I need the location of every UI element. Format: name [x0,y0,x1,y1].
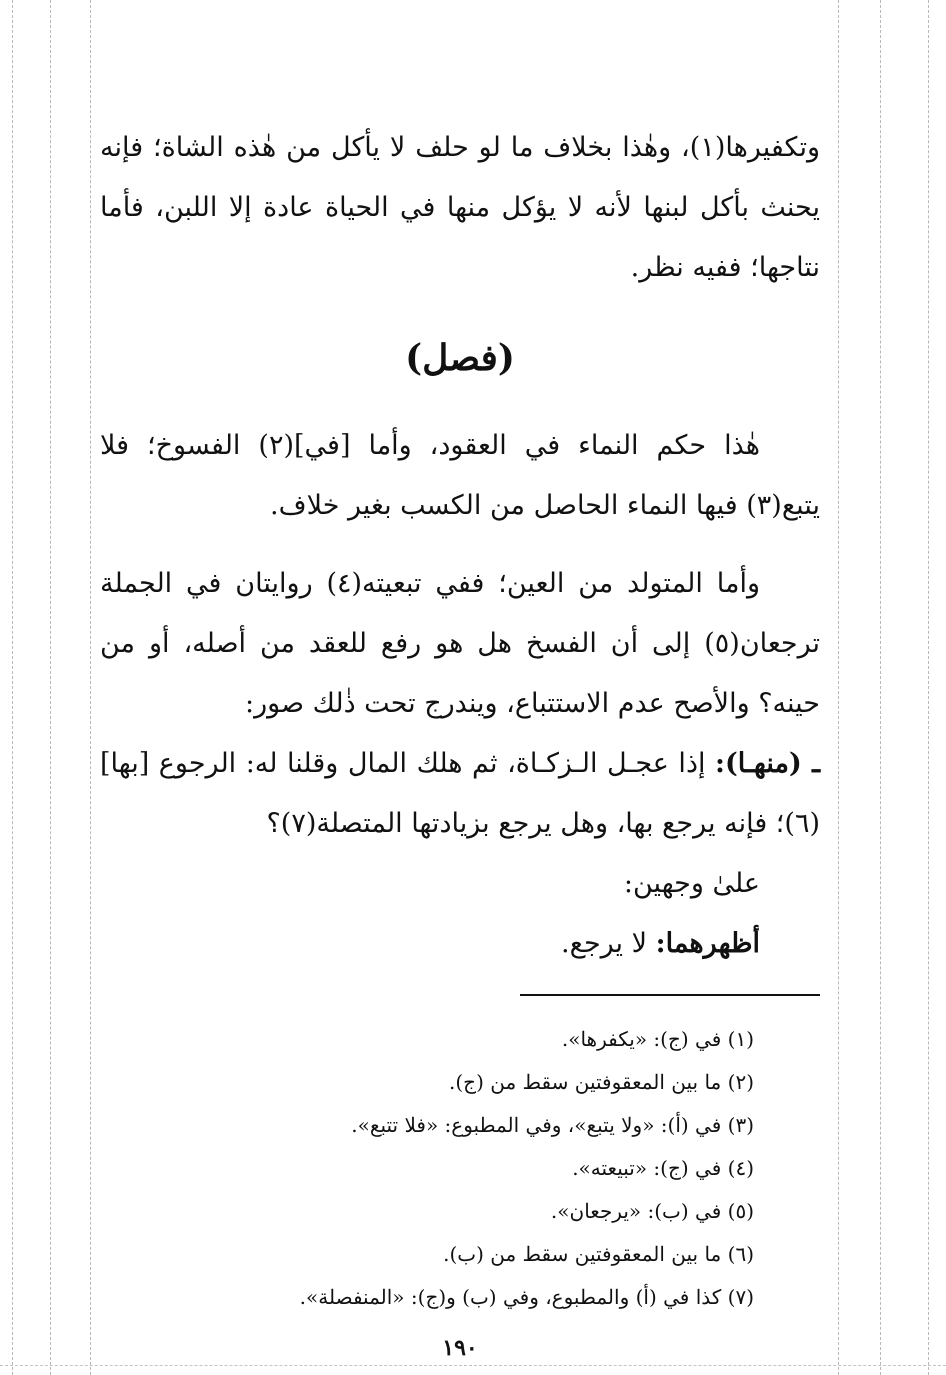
two-faces-line: علىٰ وجهين: [623,868,760,899]
scan-guide-line [838,0,839,1375]
scan-guide-line [12,0,13,1375]
scan-guide-line [0,1365,946,1366]
paragraph-2: هٰذا حكم النماء في العقود، وأما [في](٢) الفسوخ؛ فلا يتبع(٣) فيها النماء الحاصل من الكسب بغير خلاف. [100,430,820,521]
clearer-opinion-line [100,914,820,974]
footnote-3: (٣) في (أ): «ولا يتبع»، وفي المطبوع: «فلا تتبع». [351,1113,754,1137]
paragraph-1: وتكفيرها(١)، وهٰذا بخلاف ما لو حلف لا يأكل من هٰذه الشاة؛ فإنه يحنث بأكل لبنها لأنه لا يؤكل منها في الحياة عادة إلا اللبن، فأما نتاجها؛ ففيه نظر. [100,132,820,283]
scan-guide-line [50,0,51,1375]
book-page [100,118,820,1361]
footnote-5: (٥) في (ب): «يرجعان». [550,1199,754,1223]
footnote-separator [520,994,820,996]
case-text: إذا عجـل الـزكـاة، ثم هلك المال وقلنا له: الرجوع [بها](٦)؛ فإنه يرجع بها، وهل يرجع بزيادتها المتصلة(٧)؟ [100,748,820,839]
footnote-6: (٦) ما بين المعقوفتين سقط من (ب). [443,1242,754,1266]
clearer-text: لا يرجع. [561,928,656,959]
scan-guide-line [880,0,881,1375]
footnote-2: (٢) ما بين المعقوفتين سقط من (ج). [449,1070,754,1094]
footnote-7: (٧) كذا في (أ) والمطبوع، وفي (ب) و(ج): «المنفصلة». [299,1285,754,1309]
paragraph-3: وأما المتولد من العين؛ ففي تبعيته(٤) روايتان في الجملة ترجعان(٥) إلى أن الفسخ هل هو رفع للعقد من أصله، أو من حينه؟ والأصح عدم الاستتباع، ويندرج تحت ذٰلك صور: [100,568,820,719]
scan-guide-line [90,0,91,1375]
footnote-4: (٤) في (ج): «تبيعته». [572,1156,754,1180]
clearer-label: أظهرهما: [655,928,760,959]
footnotes [100,1018,820,1319]
paragraph-4 [100,734,820,854]
scan-guide-line [928,0,929,1375]
footnote-1: (١) في (ج): «يكفرها». [561,1027,754,1051]
case-label: ـ (منهـا): [715,748,820,779]
section-heading: (فصل) [405,337,515,379]
page-number: ١٩٠ [442,1335,478,1361]
